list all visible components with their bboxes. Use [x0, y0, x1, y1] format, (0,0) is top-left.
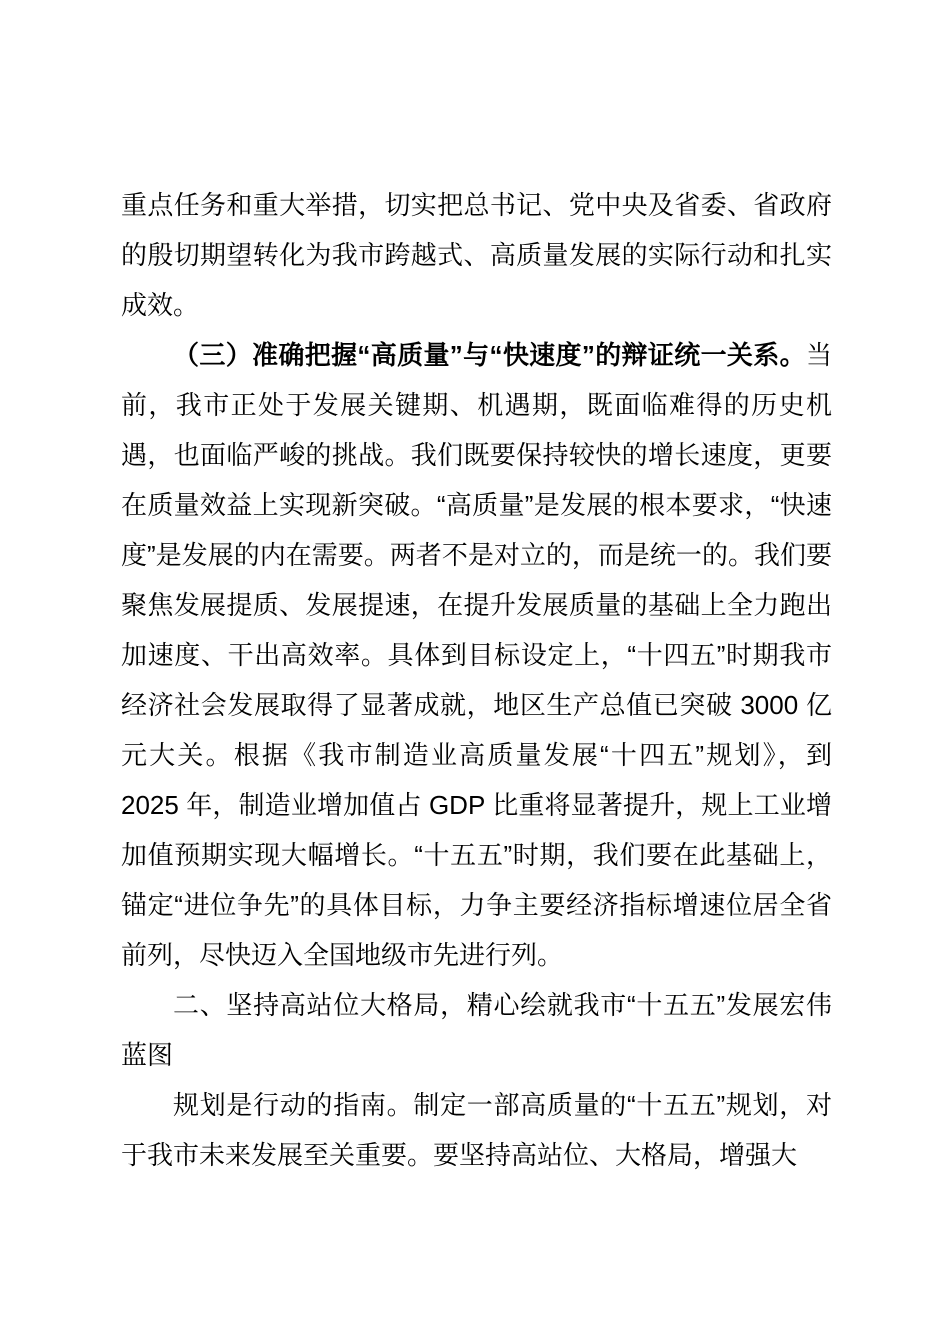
paragraph-continuation-text: 重点任务和重大举措，切实把总书记、党中央及省委、省政府的殷切期望转化为我市跨越式、高质量发展的实际行动和扎实成效。 [121, 190, 832, 320]
section-heading-two [121, 980, 832, 1080]
section-three-bold-lead: （三）准确把握“高质量”与“快速度”的辩证统一关系。 [173, 340, 806, 370]
paragraph-continuation [121, 180, 832, 330]
paragraph-planning-intro [121, 1080, 832, 1180]
paragraph-section-three [121, 330, 832, 980]
section-three-body-text: 当前，我市正处于发展关键期、机遇期，既面临难得的历史机遇，也面临严峻的挑战。我们既要保持较快的增长速度，更要在质量效益上实现新突破。“高质量”是发展的根本要求，“快速度”是发展的内在需要。两者不是对立的，而是统一的。我们要聚焦发展提质、发展提速，在提升发展质量的基础上全力跑出加速度、干出高效率。具体到目标设定上，“十四五”时期我市经济社会发展取得了显著成就，地区生产总值已突破 3000 亿元大关。根据《我市制造业高质量发展“十四五”规划》，到 2025 年，制造业增加值占 GDP 比重将显著提升，规上工业增加值预期实现大幅增长。“十五五”时期，我们要在此基础上，锚定“进位争先”的具体目标，力争主要经济指标增速位居全省前列，尽快迈入全国地级市先进行列。 [121, 340, 832, 970]
section-heading-two-text: 二、坚持高站位大格局，精心绘就我市“十五五”发展宏伟蓝图 [121, 990, 832, 1070]
paragraph-planning-intro-text: 规划是行动的指南。制定一部高质量的“十五五”规划，对于我市未来发展至关重要。要坚持高站位、大格局，增强大 [121, 1090, 832, 1170]
